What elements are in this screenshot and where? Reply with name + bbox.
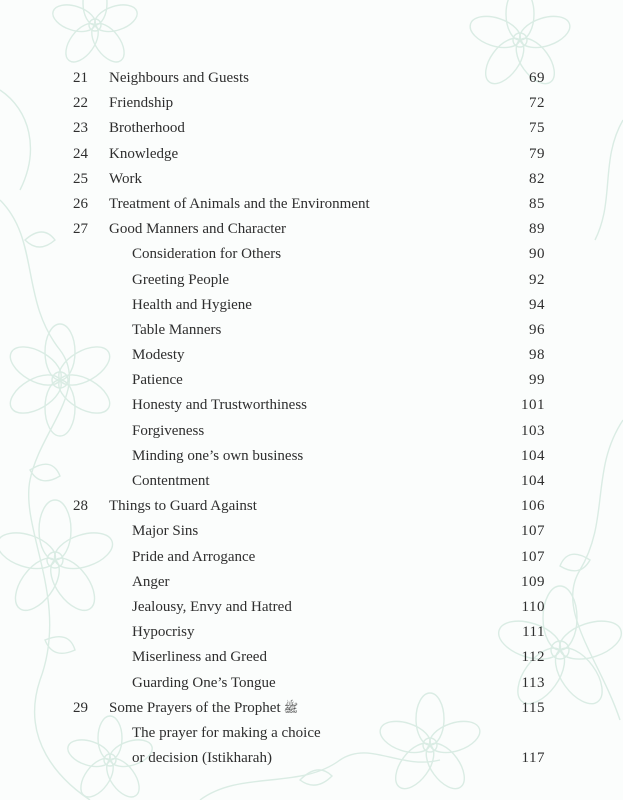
- entry-title-text: Brotherhood: [109, 120, 185, 137]
- toc-subentry: [0, 242, 623, 267]
- toc-subentry: [0, 419, 623, 444]
- toc-subentry: [0, 293, 623, 318]
- page-number: 104: [521, 447, 545, 464]
- chapter-number: 23: [73, 120, 88, 137]
- chapter-number: 29: [73, 699, 88, 716]
- entry-title: [109, 217, 286, 242]
- entry-title-text: Knowledge: [109, 145, 179, 162]
- page-number: 107: [521, 523, 545, 540]
- entry-title: [132, 368, 183, 393]
- entry-title: [109, 91, 173, 116]
- entry-title-text: Miserliness and Greed: [132, 649, 267, 666]
- toc-subentry: [0, 519, 623, 544]
- entry-title: [109, 696, 298, 721]
- page-number: 69: [529, 70, 545, 86]
- entry-title: [132, 595, 292, 620]
- page-number: 113: [521, 674, 545, 691]
- entry-title: [109, 66, 249, 91]
- toc-subentry: [0, 595, 623, 620]
- chapter-number: 27: [73, 221, 88, 238]
- entry-title-text: Anger: [132, 573, 170, 590]
- page-number: 72: [529, 95, 545, 112]
- entry-title-text: Work: [109, 170, 142, 187]
- page-number: 98: [529, 347, 545, 364]
- toc-subentry: [0, 318, 623, 343]
- entry-title-text: Major Sins: [132, 523, 199, 540]
- entry-title: [132, 268, 229, 293]
- toc-chapter: [0, 91, 623, 116]
- entry-title-text: Jealousy, Envy and Hatred: [132, 598, 292, 615]
- entry-title: [132, 671, 276, 696]
- entry-title: [132, 393, 307, 418]
- entry-title: [132, 343, 185, 368]
- entry-title-text: Minding one’s own business: [132, 447, 304, 464]
- page-number: 99: [529, 372, 545, 389]
- toc-subentry: [0, 368, 623, 393]
- chapter-number: 21: [73, 70, 88, 86]
- page-number: 85: [529, 195, 545, 212]
- entry-title: [132, 293, 252, 318]
- toc-subentry: [0, 645, 623, 670]
- page-number: 96: [529, 321, 545, 338]
- entry-title: [132, 645, 267, 670]
- entry-title-text: or decision (Istikharah): [132, 750, 272, 767]
- page-number: 94: [529, 296, 545, 313]
- entry-title-text: Hypocrisy: [132, 624, 195, 641]
- page-number: 103: [521, 422, 545, 439]
- page-number: 90: [529, 246, 545, 263]
- chapter-number: 28: [73, 498, 88, 515]
- entry-title: [109, 167, 142, 192]
- entry-title: [132, 419, 204, 444]
- toc-chapter: [0, 696, 623, 721]
- page-number: 104: [521, 473, 545, 489]
- entry-title: [132, 545, 255, 570]
- chapter-number: 26: [73, 195, 88, 212]
- toc-chapter: [0, 217, 623, 242]
- entry-title: [132, 444, 303, 469]
- toc-subentry: [0, 469, 623, 494]
- toc-subentry: [0, 620, 623, 645]
- entry-title-text: Things to Guard Against: [109, 498, 257, 515]
- toc-subentry: [0, 721, 623, 746]
- page-number: 111: [522, 624, 545, 641]
- entry-title-text: Honesty and Trustworthiness: [132, 397, 308, 414]
- page-number: 109: [521, 573, 545, 590]
- entry-title: [132, 519, 198, 544]
- chapter-number: 22: [73, 95, 88, 112]
- toc-chapter: [0, 66, 623, 91]
- toc-chapter: [0, 142, 623, 167]
- entry-title: [132, 620, 195, 645]
- entry-title: [109, 192, 370, 217]
- entry-title-text: Health and Hygiene: [132, 296, 252, 313]
- entry-title-text: Forgiveness: [132, 422, 205, 439]
- page-number: 112: [521, 649, 545, 666]
- page-number: 115: [521, 699, 545, 716]
- toc-subentry: [0, 444, 623, 469]
- chapter-number: 24: [73, 145, 88, 162]
- entry-title: [132, 469, 210, 494]
- page-number: 75: [529, 120, 545, 137]
- toc-chapter: [0, 167, 623, 192]
- page-number: 82: [529, 170, 545, 187]
- page-number: 106: [521, 498, 545, 515]
- page-number: 110: [521, 598, 545, 615]
- toc-subentry: [0, 570, 623, 595]
- entry-title: [132, 570, 170, 595]
- entry-title: [109, 116, 185, 141]
- toc-chapter: [0, 116, 623, 141]
- toc-subentry: [0, 268, 623, 293]
- entry-title-text: Guarding One’s Tongue: [132, 674, 276, 691]
- entry-title-text: Contentment: [132, 473, 210, 489]
- page-number: 107: [521, 548, 545, 565]
- entry-title-text: Modesty: [132, 347, 185, 364]
- chapter-number: 25: [73, 170, 88, 187]
- page-number: 92: [529, 271, 545, 288]
- toc-subentry: [0, 671, 623, 696]
- entry-title: [132, 242, 281, 267]
- entry-title: [109, 142, 178, 167]
- entry-title-text: Pride and Arrogance: [132, 548, 256, 565]
- entry-title-text: Neighbours and Guests: [109, 70, 249, 86]
- toc-chapter: [0, 192, 623, 217]
- entry-title-text: Greeting People: [132, 271, 230, 288]
- entry-title-text: Consideration for Others: [132, 246, 282, 263]
- page-number: 89: [529, 221, 545, 238]
- entry-title-text: Friendship: [109, 95, 174, 112]
- honorific-icon: ﷺ: [283, 700, 299, 715]
- toc-subentry: [0, 545, 623, 570]
- entry-title: [132, 721, 321, 746]
- entry-title-text: Treatment of Animals and the Environment: [109, 195, 370, 212]
- toc-subentry: [0, 343, 623, 368]
- toc-chapter: [0, 494, 623, 519]
- entry-title-text: Table Manners: [132, 321, 222, 338]
- entry-title-text: Patience: [132, 372, 183, 389]
- entry-title: [132, 318, 221, 343]
- entry-title: [109, 494, 257, 519]
- entry-title-text: The prayer for making a choice: [132, 724, 321, 741]
- entry-title: [132, 746, 272, 771]
- toc-subentry: [0, 393, 623, 418]
- toc-subentry: [0, 746, 623, 771]
- entry-title-text: Good Manners and Character: [109, 221, 287, 238]
- table-of-contents: [0, 66, 623, 771]
- page-number: 79: [529, 145, 545, 162]
- page-number: 117: [521, 750, 545, 767]
- page-number: 101: [521, 397, 545, 414]
- entry-title-text: Some Prayers of the Prophet: [109, 699, 281, 716]
